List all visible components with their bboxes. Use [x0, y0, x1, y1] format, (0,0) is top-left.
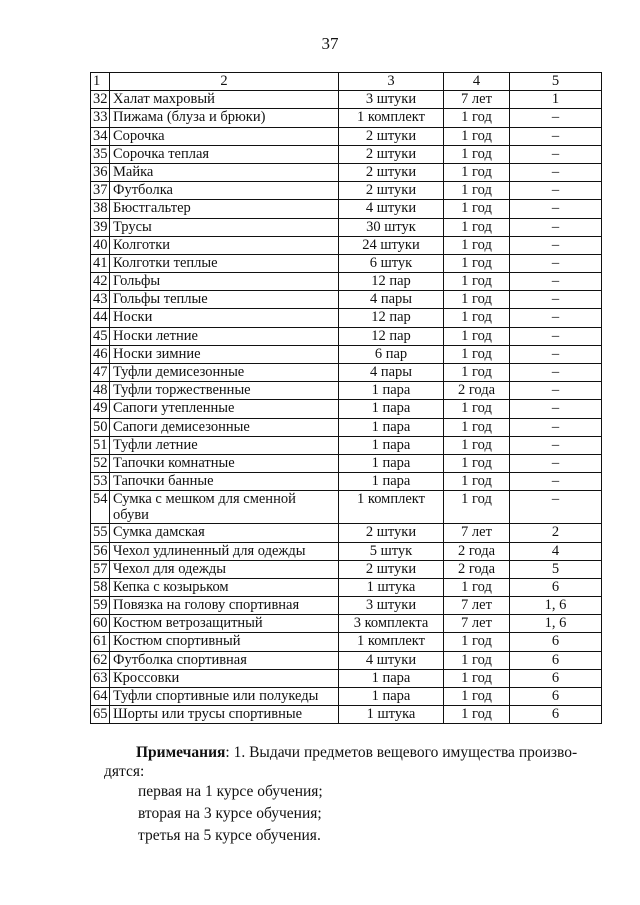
table-row — [91, 327, 602, 345]
note-cell: – — [510, 291, 602, 309]
item-name-cell: Пижама (блуза и брюки) — [110, 109, 339, 127]
note-cell: – — [510, 418, 602, 436]
item-name-cell: Тапочки комнатные — [110, 454, 339, 472]
row-number-cell: 60 — [91, 615, 110, 633]
page-number: 37 — [321, 34, 339, 53]
quantity-cell: 4 пары — [339, 291, 444, 309]
wear-term-cell: 1 год — [444, 669, 510, 687]
row-number-cell: 40 — [91, 236, 110, 254]
item-name-cell: Туфли торжественные — [110, 382, 339, 400]
row-number-cell: 64 — [91, 688, 110, 706]
quantity-cell: 1 пара — [339, 454, 444, 472]
table-row — [91, 597, 602, 615]
note-cell: – — [510, 182, 602, 200]
wear-term-cell: 1 год — [444, 145, 510, 163]
table-row — [91, 345, 602, 363]
quantity-cell: 4 штуки — [339, 200, 444, 218]
notes-item-2: вторая на 3 курсе обучения; — [138, 805, 322, 822]
wear-term-cell: 7 лет — [444, 597, 510, 615]
table-row — [91, 127, 602, 145]
note-cell: 6 — [510, 578, 602, 596]
table-row — [91, 218, 602, 236]
quantity-cell: 6 пар — [339, 345, 444, 363]
note-cell: 6 — [510, 633, 602, 651]
quantity-cell: 30 штук — [339, 218, 444, 236]
note-cell: – — [510, 345, 602, 363]
quantity-cell: 1 штука — [339, 578, 444, 596]
wear-term-cell: 1 год — [444, 578, 510, 596]
row-number-cell: 56 — [91, 542, 110, 560]
table-row — [91, 491, 602, 524]
item-name-cell: Сумка с мешком для сменной обуви — [110, 491, 339, 524]
wear-term-cell: 7 лет — [444, 524, 510, 542]
note-cell: – — [510, 364, 602, 382]
table-row — [91, 418, 602, 436]
note-cell: – — [510, 163, 602, 181]
row-number-cell: 47 — [91, 364, 110, 382]
item-name-cell: Бюстгальтер — [110, 200, 339, 218]
note-cell: – — [510, 109, 602, 127]
quantity-cell: 1 пара — [339, 418, 444, 436]
note-cell: 6 — [510, 706, 602, 724]
quantity-cell: 1 комплект — [339, 109, 444, 127]
row-number-cell: 37 — [91, 182, 110, 200]
items-table — [90, 72, 602, 724]
note-cell: 6 — [510, 688, 602, 706]
row-number-cell: 42 — [91, 273, 110, 291]
quantity-cell: 1 пара — [339, 669, 444, 687]
wear-term-cell: 1 год — [444, 436, 510, 454]
item-name-cell: Трусы — [110, 218, 339, 236]
wear-term-cell: 1 год — [444, 633, 510, 651]
note-cell: – — [510, 382, 602, 400]
table-row — [91, 364, 602, 382]
quantity-cell: 2 штуки — [339, 145, 444, 163]
row-number-cell: 32 — [91, 91, 110, 109]
row-number-cell: 46 — [91, 345, 110, 363]
wear-term-cell: 1 год — [444, 454, 510, 472]
wear-term-cell: 1 год — [444, 473, 510, 491]
row-number-cell: 65 — [91, 706, 110, 724]
wear-term-cell: 7 лет — [444, 615, 510, 633]
items-table-body — [91, 73, 602, 724]
wear-term-cell: 1 год — [444, 254, 510, 272]
note-cell: – — [510, 454, 602, 472]
item-name-cell: Сумка дамская — [110, 524, 339, 542]
item-name-cell: Повязка на голову спортивная — [110, 597, 339, 615]
quantity-cell: 1 комплект — [339, 633, 444, 651]
header-col-1: 1 — [91, 73, 110, 91]
notes-section — [104, 743, 600, 847]
table-row — [91, 633, 602, 651]
note-cell: 6 — [510, 669, 602, 687]
item-name-cell: Сапоги утепленные — [110, 400, 339, 418]
table-row — [91, 254, 602, 272]
wear-term-cell: 1 год — [444, 651, 510, 669]
item-name-cell: Сапоги демисезонные — [110, 418, 339, 436]
table-row — [91, 524, 602, 542]
item-name-cell: Футболка — [110, 182, 339, 200]
note-cell: 2 — [510, 524, 602, 542]
wear-term-cell: 1 год — [444, 236, 510, 254]
table-row — [91, 615, 602, 633]
table-row — [91, 560, 602, 578]
item-name-cell: Носки летние — [110, 327, 339, 345]
header-col-3: 3 — [339, 73, 444, 91]
quantity-cell: 1 пара — [339, 382, 444, 400]
item-name-cell: Туфли спортивные или полукеды — [110, 688, 339, 706]
item-name-cell: Колготки теплые — [110, 254, 339, 272]
item-name-cell: Халат махровый — [110, 91, 339, 109]
table-row — [91, 706, 602, 724]
table-row — [91, 542, 602, 560]
table-row — [91, 688, 602, 706]
wear-term-cell: 1 год — [444, 291, 510, 309]
quantity-cell: 2 штуки — [339, 560, 444, 578]
wear-term-cell: 1 год — [444, 200, 510, 218]
item-name-cell: Футболка спортивная — [110, 651, 339, 669]
table-row — [91, 454, 602, 472]
quantity-cell: 2 штуки — [339, 524, 444, 542]
table-row — [91, 291, 602, 309]
quantity-cell: 6 штук — [339, 254, 444, 272]
note-cell: 5 — [510, 560, 602, 578]
table-row — [91, 200, 602, 218]
row-number-cell: 55 — [91, 524, 110, 542]
row-number-cell: 41 — [91, 254, 110, 272]
table-header-row — [91, 73, 602, 91]
row-number-cell: 45 — [91, 327, 110, 345]
row-number-cell: 53 — [91, 473, 110, 491]
row-number-cell: 54 — [91, 491, 110, 524]
row-number-cell: 36 — [91, 163, 110, 181]
table-row — [91, 236, 602, 254]
wear-term-cell: 1 год — [444, 163, 510, 181]
wear-term-cell: 1 год — [444, 364, 510, 382]
item-name-cell: Шорты или трусы спортивные — [110, 706, 339, 724]
note-cell: – — [510, 327, 602, 345]
table-row — [91, 109, 602, 127]
note-cell: 1, 6 — [510, 597, 602, 615]
item-name-cell: Костюм спортивный — [110, 633, 339, 651]
table-row — [91, 669, 602, 687]
item-name-cell: Сорочка — [110, 127, 339, 145]
row-number-cell: 38 — [91, 200, 110, 218]
row-number-cell: 50 — [91, 418, 110, 436]
row-number-cell: 35 — [91, 145, 110, 163]
wear-term-cell: 1 год — [444, 688, 510, 706]
wear-term-cell: 1 год — [444, 706, 510, 724]
row-number-cell: 51 — [91, 436, 110, 454]
item-name-cell: Носки зимние — [110, 345, 339, 363]
quantity-cell: 4 пары — [339, 364, 444, 382]
wear-term-cell: 1 год — [444, 309, 510, 327]
row-number-cell: 43 — [91, 291, 110, 309]
wear-term-cell: 1 год — [444, 491, 510, 524]
wear-term-cell: 2 года — [444, 560, 510, 578]
row-number-cell: 63 — [91, 669, 110, 687]
table-row — [91, 382, 602, 400]
item-name-cell: Носки — [110, 309, 339, 327]
wear-term-cell: 2 года — [444, 542, 510, 560]
header-col-2: 2 — [110, 73, 339, 91]
notes-item-1: первая на 1 курсе обучения; — [138, 783, 323, 800]
item-name-cell: Туфли летние — [110, 436, 339, 454]
header-col-5: 5 — [510, 73, 602, 91]
item-name-cell: Кроссовки — [110, 669, 339, 687]
table-row — [91, 473, 602, 491]
item-name-cell: Чехол удлиненный для одежды — [110, 542, 339, 560]
table-row — [91, 91, 602, 109]
wear-term-cell: 1 год — [444, 327, 510, 345]
wear-term-cell: 1 год — [444, 182, 510, 200]
wear-term-cell: 7 лет — [444, 91, 510, 109]
quantity-cell: 2 штуки — [339, 127, 444, 145]
item-name-cell: Чехол для одежды — [110, 560, 339, 578]
notes-label: Примечания — [136, 744, 226, 761]
table-row — [91, 145, 602, 163]
item-name-cell: Тапочки банные — [110, 473, 339, 491]
note-cell: 6 — [510, 651, 602, 669]
note-cell: – — [510, 400, 602, 418]
wear-term-cell: 1 год — [444, 273, 510, 291]
note-cell: – — [510, 254, 602, 272]
row-number-cell: 59 — [91, 597, 110, 615]
quantity-cell: 12 пар — [339, 273, 444, 291]
wear-term-cell: 1 год — [444, 218, 510, 236]
item-name-cell: Сорочка теплая — [110, 145, 339, 163]
wear-term-cell: 1 год — [444, 400, 510, 418]
table-row — [91, 400, 602, 418]
header-col-4: 4 — [444, 73, 510, 91]
table-row — [91, 182, 602, 200]
row-number-cell: 39 — [91, 218, 110, 236]
notes-text-line2: дятся: — [104, 763, 145, 780]
item-name-cell: Майка — [110, 163, 339, 181]
row-number-cell: 49 — [91, 400, 110, 418]
quantity-cell: 1 пара — [339, 473, 444, 491]
note-cell: – — [510, 473, 602, 491]
row-number-cell: 62 — [91, 651, 110, 669]
quantity-cell: 12 пар — [339, 309, 444, 327]
item-name-cell: Туфли демисезонные — [110, 364, 339, 382]
row-number-cell: 33 — [91, 109, 110, 127]
notes-item-3: третья на 5 курсе обучения. — [138, 827, 321, 844]
quantity-cell: 1 комплект — [339, 491, 444, 524]
row-number-cell: 34 — [91, 127, 110, 145]
row-number-cell: 58 — [91, 578, 110, 596]
quantity-cell: 4 штуки — [339, 651, 444, 669]
row-number-cell: 61 — [91, 633, 110, 651]
wear-term-cell: 2 года — [444, 382, 510, 400]
note-cell: – — [510, 309, 602, 327]
row-number-cell: 44 — [91, 309, 110, 327]
quantity-cell: 1 пара — [339, 436, 444, 454]
item-name-cell: Костюм ветрозащитный — [110, 615, 339, 633]
note-cell: – — [510, 436, 602, 454]
quantity-cell: 1 штука — [339, 706, 444, 724]
note-cell: – — [510, 491, 602, 524]
note-cell: – — [510, 200, 602, 218]
table-row — [91, 309, 602, 327]
table-row — [91, 436, 602, 454]
item-name-cell: Гольфы — [110, 273, 339, 291]
note-cell: – — [510, 127, 602, 145]
table-row — [91, 651, 602, 669]
row-number-cell: 57 — [91, 560, 110, 578]
note-cell: 1, 6 — [510, 615, 602, 633]
quantity-cell: 2 штуки — [339, 163, 444, 181]
row-number-cell: 52 — [91, 454, 110, 472]
notes-text-line1: : 1. Выдачи предметов вещевого имущества произво- — [225, 744, 578, 761]
quantity-cell: 24 штуки — [339, 236, 444, 254]
table-row — [91, 163, 602, 181]
quantity-cell: 5 штук — [339, 542, 444, 560]
quantity-cell: 1 пара — [339, 688, 444, 706]
note-cell: – — [510, 273, 602, 291]
note-cell: 4 — [510, 542, 602, 560]
wear-term-cell: 1 год — [444, 109, 510, 127]
quantity-cell: 2 штуки — [339, 182, 444, 200]
note-cell: 1 — [510, 91, 602, 109]
quantity-cell: 12 пар — [339, 327, 444, 345]
row-number-cell: 48 — [91, 382, 110, 400]
notes-first-line — [104, 743, 600, 762]
note-cell: – — [510, 218, 602, 236]
item-name-cell: Колготки — [110, 236, 339, 254]
item-name-cell: Гольфы теплые — [110, 291, 339, 309]
note-cell: – — [510, 236, 602, 254]
quantity-cell: 3 комплекта — [339, 615, 444, 633]
quantity-cell: 3 штуки — [339, 597, 444, 615]
wear-term-cell: 1 год — [444, 345, 510, 363]
wear-term-cell: 1 год — [444, 418, 510, 436]
note-cell: – — [510, 145, 602, 163]
item-name-cell: Кепка с козырьком — [110, 578, 339, 596]
quantity-cell: 3 штуки — [339, 91, 444, 109]
table-row — [91, 578, 602, 596]
table-row — [91, 273, 602, 291]
quantity-cell: 1 пара — [339, 400, 444, 418]
wear-term-cell: 1 год — [444, 127, 510, 145]
